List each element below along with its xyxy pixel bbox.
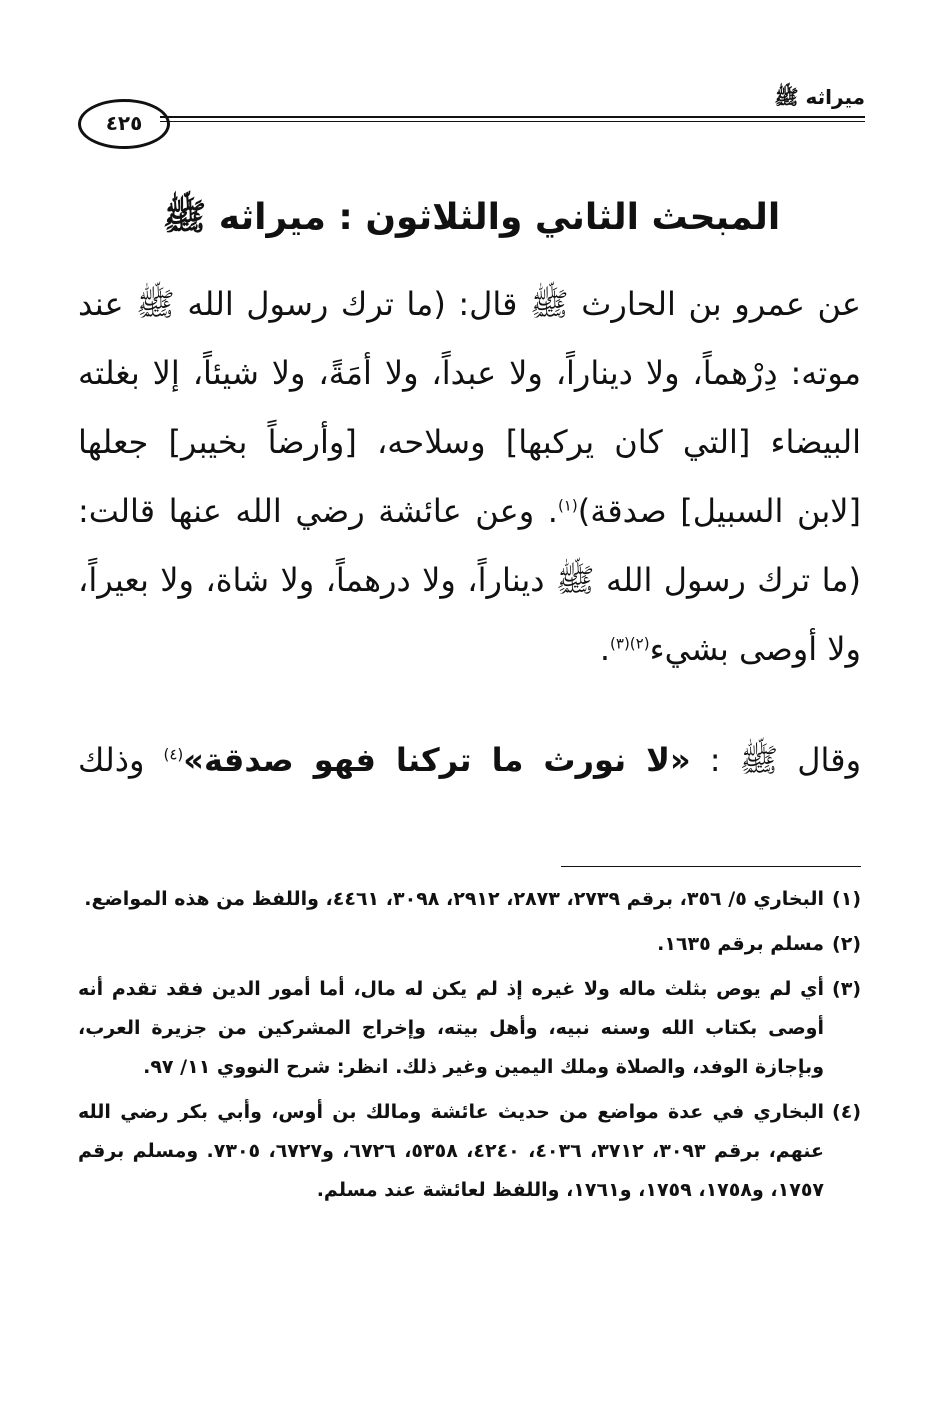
hadith-text-part-1: عن عمرو بن الحارث ﷺ قال: (ما ترك رسول الله ﷺ عند موته: دِرْهماً، ولا ديناراً، ولا عبداً، ولا أمَةً، ولا شيئاً، إلا بغلته البيضاء [التي كان يركبها] وسلاحه، [وأرضاً بخيبر] جعلها [لابن السبيل] صدقة) bbox=[78, 285, 861, 530]
quote-text: «لا نورث ما تركنا فهو صدقة» bbox=[183, 741, 691, 779]
quote-intro: وقال ﷺ : bbox=[690, 741, 862, 779]
footnote-ref-1[interactable]: (١) bbox=[557, 496, 578, 515]
footnote-separator bbox=[561, 866, 861, 867]
hadith-text-part-2: . وعن عائشة رضي الله عنها قالت: (ما ترك رسول الله ﷺ ديناراً، ولا درهماً، ولا شاة، ولا بعيراً، ولا أوصى بشيء bbox=[78, 492, 861, 668]
header-rule-thick bbox=[160, 116, 865, 118]
paragraph-hadith bbox=[78, 270, 861, 684]
hadith-text-end: . bbox=[599, 630, 611, 668]
footnote-item bbox=[78, 970, 861, 1087]
footnote-text: أي لم يوص بثلث ماله ولا غيره إذ لم يكن له مال، أما أمور الدين فقد تقدم أنه أوصى بكتاب الله وسنه نبيه، وأهل بيته، وإخراج المشركين من جزيرة العرب، وبإجازة الوفد، والصلاة وملك اليمين وغير ذلك. انظر: شرح النووي ١١/ ٩٧. bbox=[78, 978, 825, 1078]
main-paragraph bbox=[78, 270, 861, 684]
footnote-ref-2-3[interactable]: (٢)(٣) bbox=[610, 634, 650, 653]
footnote-item bbox=[78, 880, 861, 919]
page-number: ٤٢٥ bbox=[78, 99, 170, 149]
footnote-text: مسلم برقم ١٦٣٥. bbox=[657, 933, 825, 955]
footnote-text: البخاري ٥/ ٣٥٦، برقم ٢٧٣٩، ٢٨٧٣، ٢٩١٢، ٣٠٩٨، ٤٤٦١، واللفظ من هذه المواضع. bbox=[84, 888, 825, 910]
footnote-text: البخاري في عدة مواضع من حديث عائشة ومالك بن أوس، وأبي بكر رضي الله عنهم، برقم ٣٠٩٣، ٣٧١٢، ٤٠٣٦، ٤٢٤٠، ٥٣٥٨، ٦٧٢٦، و٦٧٢٧، ٧٣٠٥. ومسلم برقم ١٧٥٧، و١٧٥٨، ١٧٥٩، و١٧٦١، واللفظ لعائشة عند مسلم. bbox=[78, 1101, 825, 1201]
running-header-title: ميراثه ﷺ bbox=[774, 85, 865, 109]
footnotes bbox=[78, 880, 861, 1216]
footnote-item bbox=[78, 1093, 861, 1210]
chapter-title: المبحث الثاني والثلاثون : ميراثه ﷺ bbox=[162, 197, 781, 238]
footnote-ref-4[interactable]: (٤) bbox=[163, 745, 184, 764]
footnote-item bbox=[78, 925, 861, 964]
header-rule-thin bbox=[160, 121, 865, 122]
paragraph-quote bbox=[78, 726, 861, 795]
quote-continuation: وذلك bbox=[78, 741, 164, 779]
footnote-number: (٤) bbox=[832, 1101, 861, 1123]
footnote-number: (٢) bbox=[832, 933, 861, 955]
footnote-number: (١) bbox=[832, 888, 861, 910]
footnote-number: (٣) bbox=[832, 978, 861, 1000]
